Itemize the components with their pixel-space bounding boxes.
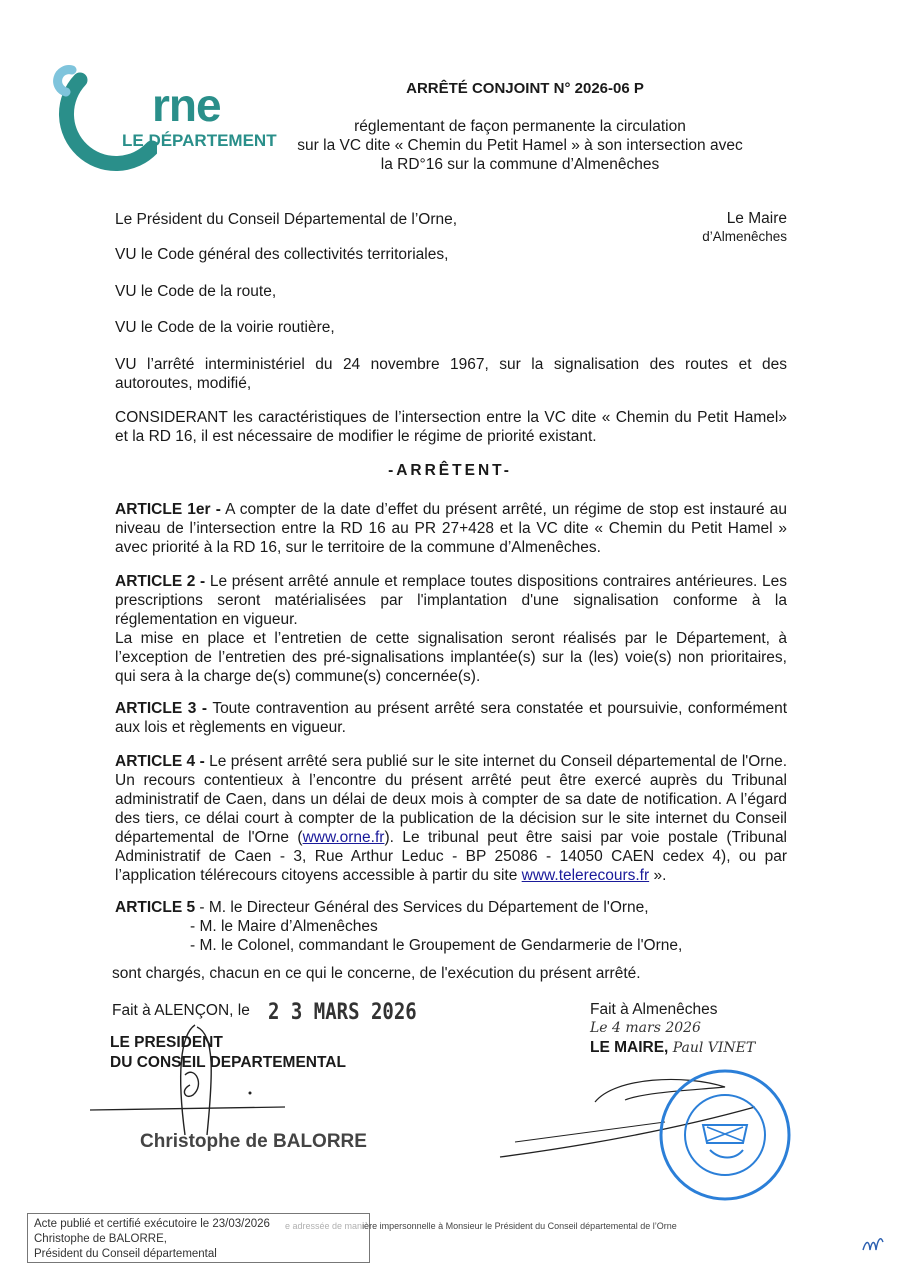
article-text: ». xyxy=(649,867,667,884)
article-5-item: - M. le Colonel, commandant le Groupement de Gendarmerie de l'Orne, xyxy=(190,937,683,954)
footer-note xyxy=(285,1221,677,1231)
article-4 xyxy=(115,752,787,885)
mairie-seal-icon xyxy=(655,1065,795,1205)
document-title: ARRÊTÉ CONJOINT N° 2026-06 P xyxy=(406,80,644,97)
footer-text: ière impersonnelle à Monsieur le Président du Conseil départemental de l’Orne xyxy=(362,1221,677,1231)
article-label: ARTICLE 1er - xyxy=(115,501,221,518)
mayor-name: Paul VINET xyxy=(672,1040,756,1056)
article-label: ARTICLE 3 - xyxy=(115,700,208,717)
considerant: CONSIDERANT les caractéristiques de l’intersection entre la VC dite « Chemin du Petit Hamel» et la RD 16, il est nécessaire de modifier le régime de priorité existant. xyxy=(115,409,787,445)
title-line: LE PRESIDENT xyxy=(110,1034,223,1051)
date-stamp: 2 3 MARS 2026 xyxy=(268,999,417,1025)
maire-line: Le Maire xyxy=(726,210,787,227)
telerecours-link[interactable]: www.telerecours.fr xyxy=(521,867,650,884)
subtitle-line: sur la VC dite « Chemin du Petit Hamel » à son intersection avec xyxy=(297,137,743,154)
vu-arrete-1967: VU l’arrêté interministériel du 24 novembre 1967, sur la signalisation des routes et des autoroutes, modifié, xyxy=(115,356,787,392)
article-5-item: - M. le Maire d’Almenêches xyxy=(190,918,378,935)
article-5-item: - M. le Directeur Général des Services du Département de l'Orne, xyxy=(195,899,649,916)
arretent-heading: -ARRÊTENT- xyxy=(388,462,512,479)
mayor-signature-block xyxy=(590,1000,755,1058)
subtitle-line: réglementant de façon permanente la circulation xyxy=(354,118,686,135)
article-label: ARTICLE 2 - xyxy=(115,573,206,590)
signature-place-right: Fait à Almenêches xyxy=(590,1001,718,1018)
maire-commune: d’Almenêches xyxy=(702,229,787,244)
article-5 xyxy=(115,898,682,955)
president-signature-icon xyxy=(85,1015,300,1145)
subtitle-line: la RD°16 sur la commune d’Almenêches xyxy=(380,156,660,173)
certification-line: Christophe de BALORRE, xyxy=(34,1233,167,1245)
article-5-closing: sont chargés, chacun en ce qui le concerne, de l'exécution du présent arrêté. xyxy=(112,965,641,982)
article-1 xyxy=(115,500,787,557)
logo-subtitle: LE DÉPARTEMENT xyxy=(122,131,277,150)
handwritten-date: Le 4 mars 2026 xyxy=(590,1020,701,1036)
vu-cgct: VU le Code général des collectivités territoriales, xyxy=(115,246,449,263)
signature-place-left: Fait à ALENÇON, le xyxy=(112,1002,250,1019)
certification-line: Acte publié et certifié exécutoire le 23/03/2026 xyxy=(34,1218,270,1230)
orne-website-link[interactable]: www.orne.fr xyxy=(302,829,385,846)
article-label: ARTICLE 5 xyxy=(115,899,196,916)
orne-logo-icon xyxy=(52,62,157,172)
article-text: Toute contravention au présent arrêté sera constatée et poursuivie, conformément aux lois et règlements en vigueur. xyxy=(115,700,787,736)
article-2 xyxy=(115,572,787,629)
article-label: ARTICLE 4 - xyxy=(115,753,205,770)
footer-faint-text: e adressée de man xyxy=(285,1221,363,1231)
article-text: Le présent arrêté sera publié sur le site internet du Conseil départemental de l'Orne. Un recours contentieux à l’encontre du présent arrêté peut être exercé auprès du Tribunal administratif de Caen, dans un délai de deux mois à compter de sa date de notification. A l’égard des tiers, ce délai court à compter de la publication de la décision sur le site internet du Conseil départemental de l'Orne ( xyxy=(115,753,788,846)
article-text: Le présent arrêté annule et remplace toutes dispositions contraires antérieures. Les prescriptions seront matérialisées par l'implantation d'une signalisation conforme à la réglementation en vigueur. xyxy=(115,573,787,628)
vu-code-route: VU le Code de la route, xyxy=(115,283,277,300)
article-3 xyxy=(115,699,787,737)
vu-code-voirie: VU le Code de la voirie routière, xyxy=(115,319,335,336)
article-2-continued: La mise en place et l’entretien de cette signalisation seront réalisés par le Département, à l’exception de l’entretien des pré-signalisations implantée(s) sur la (les) voie(s) non prioritaires, qui sera à la charge de(s) commune(s) concernée(s). xyxy=(115,630,787,685)
mayor-title: LE MAIRE, xyxy=(590,1039,669,1056)
document-subtitle xyxy=(280,117,760,174)
article-text: ). Le tribunal peut être saisi par voie postale (Tribunal Administratif de Caen - 3, Rue Arthur Leduc - BP 25086 - 14050 CAEN cedex 4), ou par l’application télérecours citoyens accessible à partir du site xyxy=(115,829,788,884)
logo-brand: rne xyxy=(152,79,221,131)
maire-block xyxy=(640,210,787,246)
article-text: A compter de la date d’effet du présent arrêté, un régime de stop est instauré au niveau de l’intersection entre la RD 16 au PR 27+428 et la VC dite « Chemin du Petit Hamel » avec priorité à la RD 16, sur le territoire de la commune d’Almenêches. xyxy=(115,501,787,556)
president-name: Christophe de BALORRE xyxy=(140,1131,367,1152)
title-line: DU CONSEIL DEPARTEMENTAL xyxy=(110,1054,346,1071)
certification-line: Président du Conseil départemental xyxy=(34,1248,217,1260)
president-line: Le Président du Conseil Départemental de l’Orne, xyxy=(115,211,458,228)
initials-icon xyxy=(860,1232,886,1256)
